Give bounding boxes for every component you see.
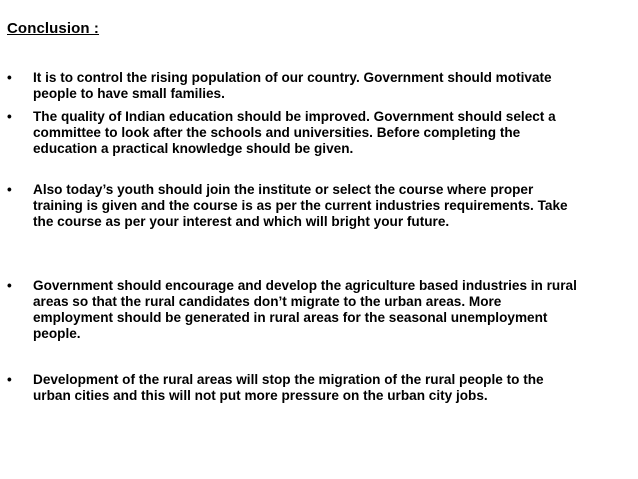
list-item (7, 70, 607, 102)
bullet-icon: • (7, 70, 12, 85)
bullet-icon: • (7, 182, 12, 197)
list-item-text: The quality of Indian education should be improved. Government should select a committee to look after the schools and universities. Before completing the education a practical knowledge should be given. (33, 109, 556, 156)
list-item (7, 182, 607, 230)
list-item-text: Also today’s youth should join the institute or select the course where proper training is given and the course is as per the current industries requirements. Take the course as per your interest and which will bright your future. (33, 182, 568, 229)
list-item (7, 278, 607, 342)
list-item-text: Government should encourage and develop the agriculture based industries in rural areas so that the rural candidates don’t migrate to the urban areas. More employment should be generated in rural areas for the seasonal unemployment people. (33, 278, 577, 341)
list-item-text: Development of the rural areas will stop the migration of the rural people to the urban cities and this will not put more pressure on the urban city jobs. (33, 372, 544, 403)
bullet-icon: • (7, 372, 12, 387)
list-item-text: It is to control the rising population of our country. Government should motivate people to have small families. (33, 70, 552, 101)
page-title: Conclusion : (7, 20, 100, 37)
bullet-icon: • (7, 278, 12, 293)
list-item (7, 372, 607, 404)
bullet-icon: • (7, 109, 12, 124)
list-item (7, 109, 607, 157)
